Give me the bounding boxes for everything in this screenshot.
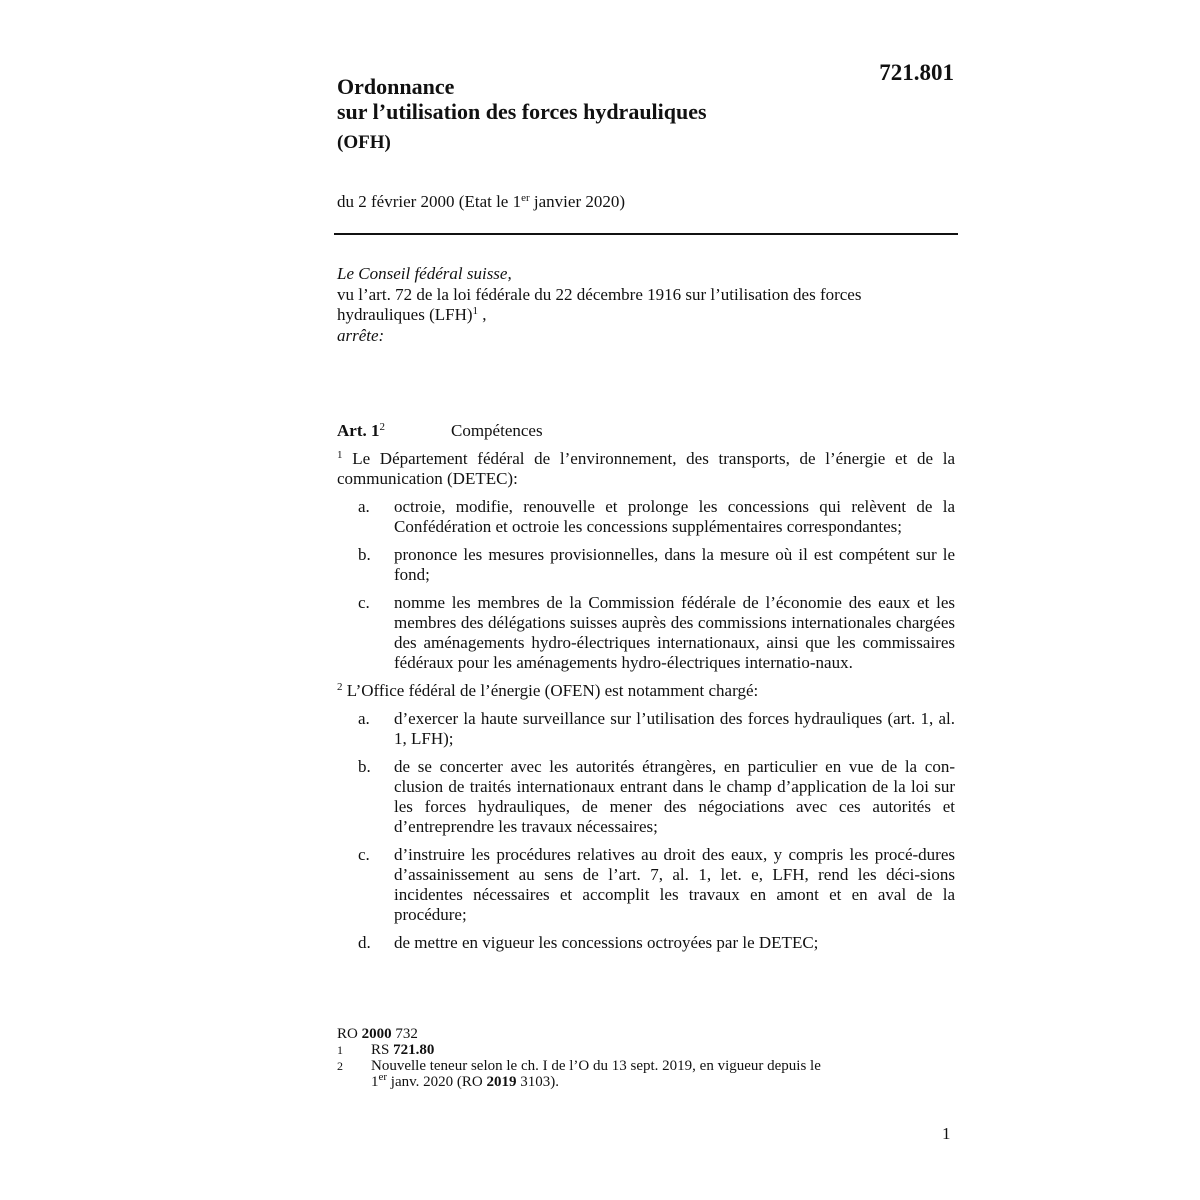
footnote-1-ref: 721.80 <box>393 1042 435 1058</box>
preamble <box>337 264 937 347</box>
list-item-letter: a. <box>358 497 370 516</box>
title-line-2: sur l’utilisation des forces hydrauliques <box>337 99 707 124</box>
list-item-text: de mettre en vigueur les concessions octroyées par le DETEC; <box>394 933 819 952</box>
article-heading <box>337 421 543 441</box>
list-item-letter: c. <box>358 593 370 612</box>
footnote-2-date: janv. 2020 (RO <box>387 1074 487 1090</box>
list-item-text: de se concerter avec les autorités étrangères, en particulier en vue de la con-clusion de traités internationaux entrant dans le champ d’application de la loi sur les forces hydrauliques, de mener des négociations avec ces autorités et d’entreprendre les travaux nécessaires; <box>394 757 955 836</box>
ro-prefix: RO <box>337 1026 362 1042</box>
ro-year: 2000 <box>361 1026 392 1042</box>
footnote-1 <box>337 1042 897 1058</box>
list-item-text: prononce les mesures provisionnelles, dans la mesure où il est compétent sur le fond; <box>394 545 955 584</box>
list-item-text: d’exercer la haute surveillance sur l’utilisation des forces hydrauliques (art. 1, al. 1, LFH); <box>394 709 955 748</box>
ro-reference <box>337 1026 897 1042</box>
footnote-ref-2[interactable]: 2 <box>379 421 385 433</box>
list-item-letter: d. <box>358 933 371 952</box>
preamble-basis-text: vu l’art. 72 de la loi fédérale du 22 décembre 1916 sur l’utilisation des forces hydrauliques (LFH) <box>337 285 862 324</box>
article-label-text: Art. 1 <box>337 421 380 440</box>
paragraph-1-number: 1 <box>337 449 343 461</box>
footnote-2-day: 1 <box>371 1074 379 1090</box>
list-item <box>337 545 955 585</box>
date-prefix: du 2 février 2000 (Etat le 1 <box>337 192 522 211</box>
footnote-2-line-1: Nouvelle teneur selon le ch. I de l’O du 13 sept. 2019, en vigueur depuis le <box>371 1058 821 1074</box>
list-item-text: nomme les membres de la Commission fédérale de l’économie des eaux et les membres des délégations suisses auprès des commissions internationales chargées des aménagements hydro-électriques internationaux, ainsi que les commissaires fédéraux pour les aménagements hydro-électriques internatio-naux. <box>394 593 955 672</box>
footnote-2-number: 2 <box>337 1059 343 1073</box>
document-title <box>337 74 707 155</box>
page-number: 1 <box>942 1124 951 1143</box>
footnote-1-text <box>371 1042 434 1058</box>
footnote-1-number: 1 <box>337 1043 343 1057</box>
date-suffix: janvier 2020) <box>529 192 626 211</box>
date-superscript: er <box>521 192 530 204</box>
footnote-2-page: 3103). <box>516 1074 559 1090</box>
ro-page: 732 <box>391 1026 418 1042</box>
footnote-ref-1[interactable]: 1 <box>472 305 479 317</box>
list-item <box>337 593 955 673</box>
preamble-decrees: arrête: <box>337 326 385 345</box>
preamble-authority: Le Conseil fédéral suisse, <box>337 264 512 283</box>
footnotes <box>337 1026 897 1090</box>
list-item <box>337 845 955 925</box>
list-item-letter: a. <box>358 709 370 728</box>
list-item-text: octroie, modifie, renouvelle et prolonge les concessions qui relèvent de la Confédération et octroie les concessions supplémentaires correspondantes; <box>394 497 955 536</box>
footnote-1-prefix: RS <box>371 1042 394 1058</box>
list-item <box>337 709 955 749</box>
preamble-basis <box>337 285 937 325</box>
article-title: Compétences <box>451 421 543 440</box>
title-abbreviation: (OFH) <box>337 132 391 153</box>
preamble-basis-end: , <box>478 305 487 324</box>
paragraph-1-text: Le Département fédéral de l’environnement, des transports, de l’énergie et de la communication (DETEC): <box>337 449 955 488</box>
footnote-2-year: 2019 <box>486 1074 517 1090</box>
list-item <box>337 757 955 837</box>
article-body <box>337 449 955 961</box>
article-label <box>337 421 451 441</box>
footnote-2 <box>337 1058 897 1090</box>
footnote-2-text <box>371 1058 821 1090</box>
paragraph-2-number: 2 <box>337 681 343 693</box>
sr-number: 721.801 <box>879 60 954 85</box>
date-line <box>337 192 625 212</box>
footnote-2-sup: er <box>378 1071 388 1083</box>
paragraph-1-intro <box>337 449 955 489</box>
header-divider <box>334 233 958 235</box>
list-item-letter: b. <box>358 757 371 776</box>
list-item-letter: c. <box>358 845 370 864</box>
list-item <box>337 933 955 953</box>
paragraph-2-text: L’Office fédéral de l’énergie (OFEN) est notamment chargé: <box>342 681 759 700</box>
list-item-letter: b. <box>358 545 371 564</box>
paragraph-2-intro <box>337 681 955 701</box>
list-item-text: d’instruire les procédures relatives au droit des eaux, y compris les procé-dures d’assainissement au sens de l’art. 7, al. 1, let. e, LFH, rend les déci-sions incidentes nécessaires et accomplit les travaux en amont et en aval de la procédure; <box>394 845 955 924</box>
title-line-1: Ordonnance <box>337 74 455 99</box>
list-item <box>337 497 955 537</box>
